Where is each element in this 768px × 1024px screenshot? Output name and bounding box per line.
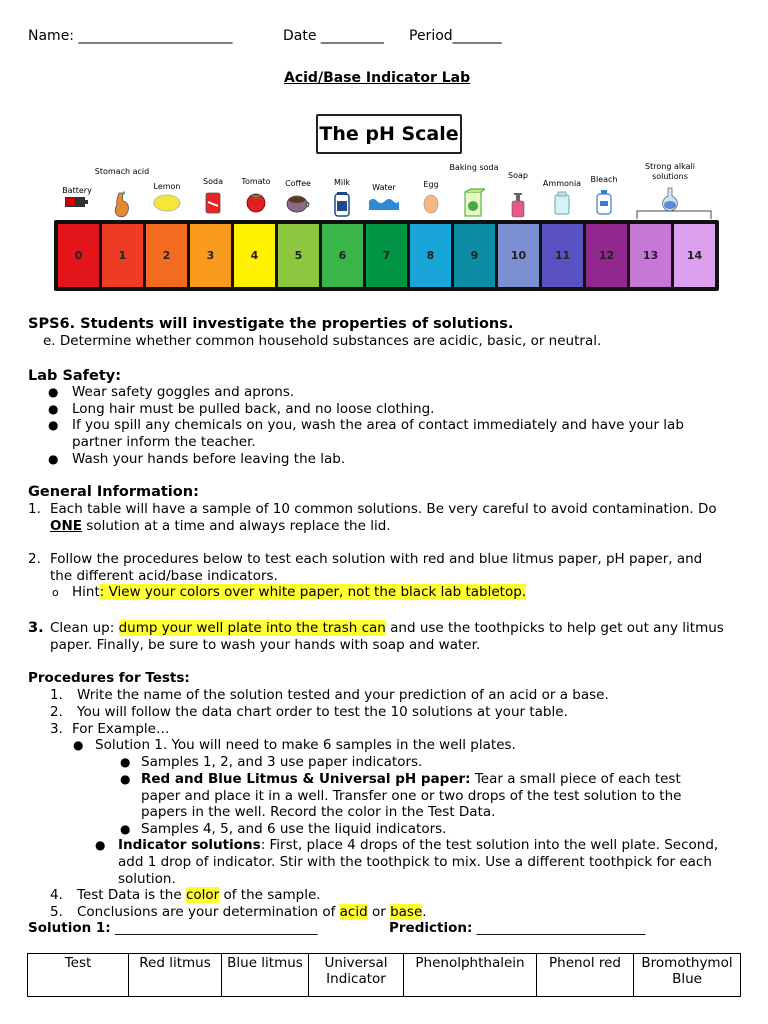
indicator-instructions	[118, 837, 718, 853]
table-header-cell: Red litmus	[129, 954, 222, 997]
substance-label: Stomach acid	[94, 167, 150, 176]
period-field[interactable]: Period_______	[409, 28, 502, 44]
safety-heading: Lab Safety:	[28, 368, 122, 384]
baking-soda-box-icon	[463, 188, 485, 222]
coffee-cup-icon	[285, 193, 311, 217]
solution-line[interactable]	[28, 920, 318, 936]
stomach-icon	[111, 191, 133, 223]
proc-number: 5.	[50, 904, 63, 920]
ph-cell-13: 13	[630, 224, 671, 287]
ph-cell-12: 12	[586, 224, 627, 287]
page-title: Acid/Base Indicator Lab	[284, 70, 471, 86]
ph-scale-bar	[54, 220, 719, 291]
safety-item: Long hair must be pulled back, and no loose clothing.	[72, 401, 435, 417]
general-number: 3.	[28, 620, 44, 636]
acid-highlight: acid	[339, 904, 368, 920]
ph-cell-4: 4	[234, 224, 275, 287]
safety-item: Wear safety goggles and aprons.	[72, 384, 295, 400]
table-header-cell: Phenol red	[537, 954, 634, 997]
bullet-icon: ●	[48, 402, 59, 416]
solution-example: Solution 1. You will need to make 6 samples in the well plates.	[95, 737, 516, 753]
procedures-heading: Procedures for Tests:	[28, 670, 190, 686]
safety-item: partner inform the teacher.	[72, 434, 256, 450]
prediction-blank[interactable]: _________________________	[472, 920, 646, 936]
litmus-label: Red and Blue Litmus & Universal pH paper:	[141, 771, 471, 787]
substance-label: Baking soda	[449, 163, 499, 172]
bullet-icon: ●	[120, 822, 131, 836]
ph-cell-9: 9	[454, 224, 495, 287]
substance-label: Strong alkali solutions	[645, 162, 695, 181]
ph-scale-title: The pH Scale	[316, 114, 462, 154]
test-data-table	[27, 953, 741, 997]
circle-bullet-icon: o	[52, 586, 59, 599]
general-item-1: Each table will have a sample of 10 common solutions. Be very careful to avoid contamination. Do	[50, 501, 717, 517]
lemon-icon	[152, 193, 182, 217]
cleanup-text: and use the toothpicks to help get out any litmus	[385, 620, 724, 636]
tomato-icon	[243, 191, 269, 217]
proc-5-or: or	[367, 904, 391, 920]
proc-item: Write the name of the solution tested and your prediction of an acid or a base.	[77, 687, 609, 703]
bullet-icon: ●	[48, 385, 59, 399]
bullet-icon: ●	[95, 838, 106, 852]
indicator-instructions-cont: add 1 drop of indicator. Stir with the toothpick to mix. Use a different toothpick for each	[118, 854, 712, 870]
solution-blank[interactable]: ______________________________	[110, 920, 318, 936]
table-header-cell: Blue litmus	[222, 954, 309, 997]
substance-label: Soap	[508, 171, 528, 180]
table-header-cell: Test	[28, 954, 129, 997]
proc-5-period: .	[422, 904, 427, 920]
ph-cell-0: 0	[58, 224, 99, 287]
bullet-icon: ●	[73, 738, 84, 752]
ammonia-bottle-icon	[553, 191, 571, 219]
general-number: 1.	[28, 501, 41, 517]
cleanup-highlight: dump your well plate into the trash can	[118, 620, 386, 636]
standard-sub: e. Determine whether common household substances are acidic, basic, or neutral.	[43, 333, 602, 349]
safety-item: If you spill any chemicals on you, wash the area of contact immediately and have your lab	[72, 417, 684, 433]
general-item-1-cont	[50, 518, 391, 534]
ph-cell-11: 11	[542, 224, 583, 287]
ph-cell-6: 6	[322, 224, 363, 287]
bullet-icon: ●	[48, 418, 59, 432]
water-wave-icon	[368, 195, 400, 215]
ph-cell-2: 2	[146, 224, 187, 287]
general-item-3-cont: paper. Finally, be sure to wash your hands with soap and water.	[50, 637, 481, 653]
samples-paper: Samples 1, 2, and 3 use paper indicators.	[141, 754, 423, 770]
solution-label: Solution 1:	[28, 920, 111, 936]
ph-cell-14: 14	[674, 224, 715, 287]
base-highlight: base	[390, 904, 423, 920]
litmus-instructions-cont: papers in the well. Record the color in the Test Data.	[141, 804, 496, 820]
indicator-text: : First, place 4 drops of the test solution into the well plate. Second,	[260, 837, 719, 853]
table-header-cell: Bromothymol Blue	[634, 954, 741, 997]
table-header-row	[28, 954, 741, 997]
egg-icon	[423, 192, 439, 218]
substance-label: Battery	[62, 186, 92, 195]
cleanup-label: Clean up:	[50, 620, 119, 636]
ph-cell-7: 7	[366, 224, 407, 287]
ph-cell-3: 3	[190, 224, 231, 287]
substance-label: Tomato	[241, 177, 271, 186]
battery-icon	[64, 195, 90, 213]
proc-number: 3.	[50, 721, 63, 737]
standard-heading: SPS6. Students will investigate the properties of solutions.	[28, 316, 514, 332]
proc-number: 1.	[50, 687, 63, 703]
bleach-bottle-icon	[595, 189, 613, 219]
proc-4-text: Test Data is the	[77, 887, 186, 903]
bullet-icon: ●	[48, 452, 59, 466]
proc-5-text: Conclusions are your determination of	[77, 904, 340, 920]
bullet-icon: ●	[120, 772, 131, 786]
name-field[interactable]: Name: ______________________	[28, 28, 233, 44]
proc-4-text-end: of the sample.	[219, 887, 321, 903]
ph-cell-5: 5	[278, 224, 319, 287]
soap-bottle-icon	[510, 192, 526, 222]
substance-label: Water	[372, 183, 396, 192]
substance-label: Ammonia	[542, 179, 582, 188]
proc-number: 2.	[50, 704, 63, 720]
substance-label: Coffee	[285, 179, 311, 188]
general-item-2-cont: the different acid/base indicators.	[50, 568, 278, 584]
proc-number: 4.	[50, 887, 63, 903]
proc-item: For Example…	[72, 721, 170, 737]
proc-item-5	[77, 904, 427, 920]
indicator-instructions-cont: solution.	[118, 871, 176, 887]
prediction-label: Prediction:	[389, 920, 473, 936]
proc-item: You will follow the data chart order to test the 10 solutions at your table.	[77, 704, 568, 720]
litmus-text: Tear a small piece of each test	[470, 771, 681, 787]
color-highlight: color	[185, 887, 220, 903]
substance-label: Egg	[423, 180, 439, 189]
alkali-bracket	[636, 208, 712, 220]
milk-jug-icon	[334, 191, 350, 221]
prediction-line[interactable]	[389, 920, 645, 936]
litmus-instructions	[141, 771, 681, 787]
ph-cell-8: 8	[410, 224, 451, 287]
general-number: 2.	[28, 551, 41, 567]
table-header-cell: Universal Indicator	[309, 954, 404, 997]
litmus-instructions-cont: paper and place it in a well. Transfer one or two drops of the test solution to the	[141, 788, 682, 804]
hint-line	[72, 584, 526, 600]
date-field[interactable]: Date _________	[283, 28, 384, 44]
substance-label: Bleach	[590, 175, 618, 184]
general-item-2: Follow the procedures below to test each solution with red and blue litmus paper, pH paper, and	[50, 551, 703, 567]
safety-item: Wash your hands before leaving the lab.	[72, 451, 346, 467]
samples-liquid: Samples 4, 5, and 6 use the liquid indicators.	[141, 821, 447, 837]
substance-label: Lemon	[153, 182, 181, 191]
hint-highlight: : View your colors over white paper, not the black lab tabletop.	[99, 584, 527, 600]
ph-cell-1: 1	[102, 224, 143, 287]
soda-can-icon	[204, 192, 222, 218]
general-heading: General Information:	[28, 484, 199, 500]
indicator-label: Indicator solutions	[118, 837, 261, 853]
table-header-cell: Phenolphthalein	[404, 954, 537, 997]
general-item-3	[50, 620, 724, 636]
one-emphasis: ONE	[50, 518, 82, 534]
general-item-1-text: solution at a time and always replace the lid.	[82, 518, 391, 534]
ph-cell-10: 10	[498, 224, 539, 287]
proc-item-4	[77, 887, 321, 903]
bullet-icon: ●	[120, 755, 131, 769]
substance-label: Milk	[334, 178, 350, 187]
substance-label: Soda	[203, 177, 223, 186]
hint-label: Hint	[72, 584, 100, 600]
